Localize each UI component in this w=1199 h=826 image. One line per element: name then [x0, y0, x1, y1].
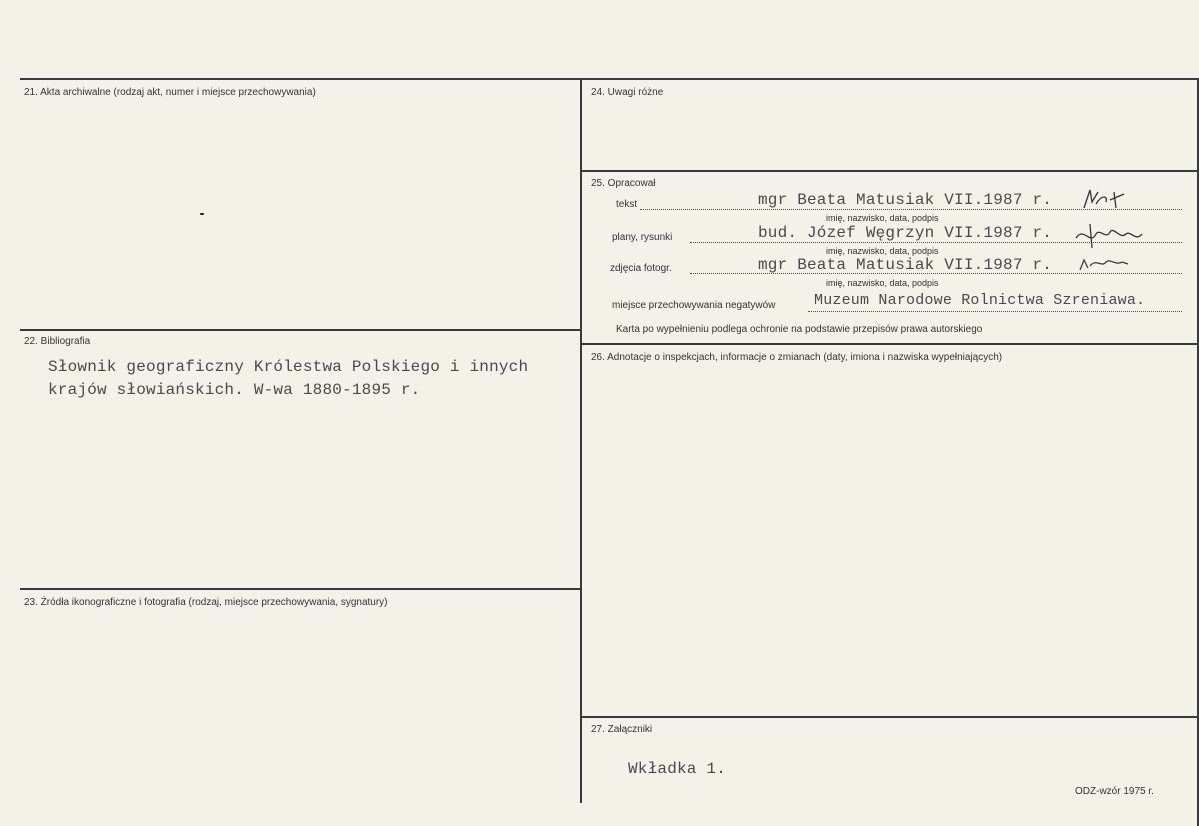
rule-27-top [582, 716, 1199, 718]
ink-speck [200, 213, 204, 215]
tekst-label: tekst [616, 199, 638, 210]
negatywy-value: Muzeum Narodowe Rolnictwa Szreniawa. [814, 292, 1146, 309]
plany-caption: imię, nazwisko, data, podpis [826, 246, 939, 256]
zdjecia-caption: imię, nazwisko, data, podpis [826, 278, 939, 288]
rule-26-top [582, 343, 1199, 345]
bibliography-line-2: krajów słowiańskich. W-wa 1880-1895 r. [48, 381, 421, 399]
section-26-label: 26. Adnotacje o inspekcjach, informacje o zmianach (daty, imiona i nazwiska wypełniających) [591, 352, 1003, 363]
bibliography-line-1: Słownik geograficzny Królestwa Polskiego i innych [48, 358, 529, 376]
zdjecia-value: mgr Beata Matusiak VII.1987 r. [758, 256, 1053, 274]
form-identifier: ODZ-wzór 1975 r. [1075, 786, 1154, 797]
rule-22-top [20, 329, 580, 331]
section-22-label: 22. Bibliografia [24, 336, 91, 347]
negatywy-label: miejsce przechowywania negatywów [612, 300, 776, 311]
attachments-value: Wkładka 1. [628, 760, 727, 778]
center-divider [580, 78, 582, 803]
zdjecia-label: zdjęcia fotogr. [610, 263, 672, 274]
rule-23-top [20, 588, 580, 590]
section-23-label: 23. Źródła ikonograficzne i fotografia (rodzaj, miejsce przechowywania, sygnatury) [24, 597, 388, 608]
tekst-caption: imię, nazwisko, data, podpis [826, 213, 939, 223]
signature-plany [1070, 220, 1150, 252]
tekst-value: mgr Beata Matusiak VII.1987 r. [758, 191, 1053, 209]
copyright-note: Karta po wypełnieniu podlega ochronie na podstawie przepisów prawa autorskiego [616, 324, 983, 335]
signature-zdjecia [1076, 254, 1136, 276]
negatywy-dotted-line [808, 311, 1182, 312]
rule-25-top [582, 170, 1199, 172]
plany-value: bud. Józef Węgrzyn VII.1987 r. [758, 224, 1053, 242]
signature-tekst [1080, 186, 1130, 214]
plany-label: plany, rysunki [612, 232, 673, 243]
top-rule [20, 78, 1199, 80]
section-27-label: 27. Załączniki [591, 724, 653, 735]
section-21-label: 21. Akta archiwalne (rodzaj akt, numer i miejsce przechowywania) [24, 87, 316, 98]
section-24-label: 24. Uwagi różne [591, 87, 664, 98]
section-25-label: 25. Opracował [591, 178, 656, 189]
